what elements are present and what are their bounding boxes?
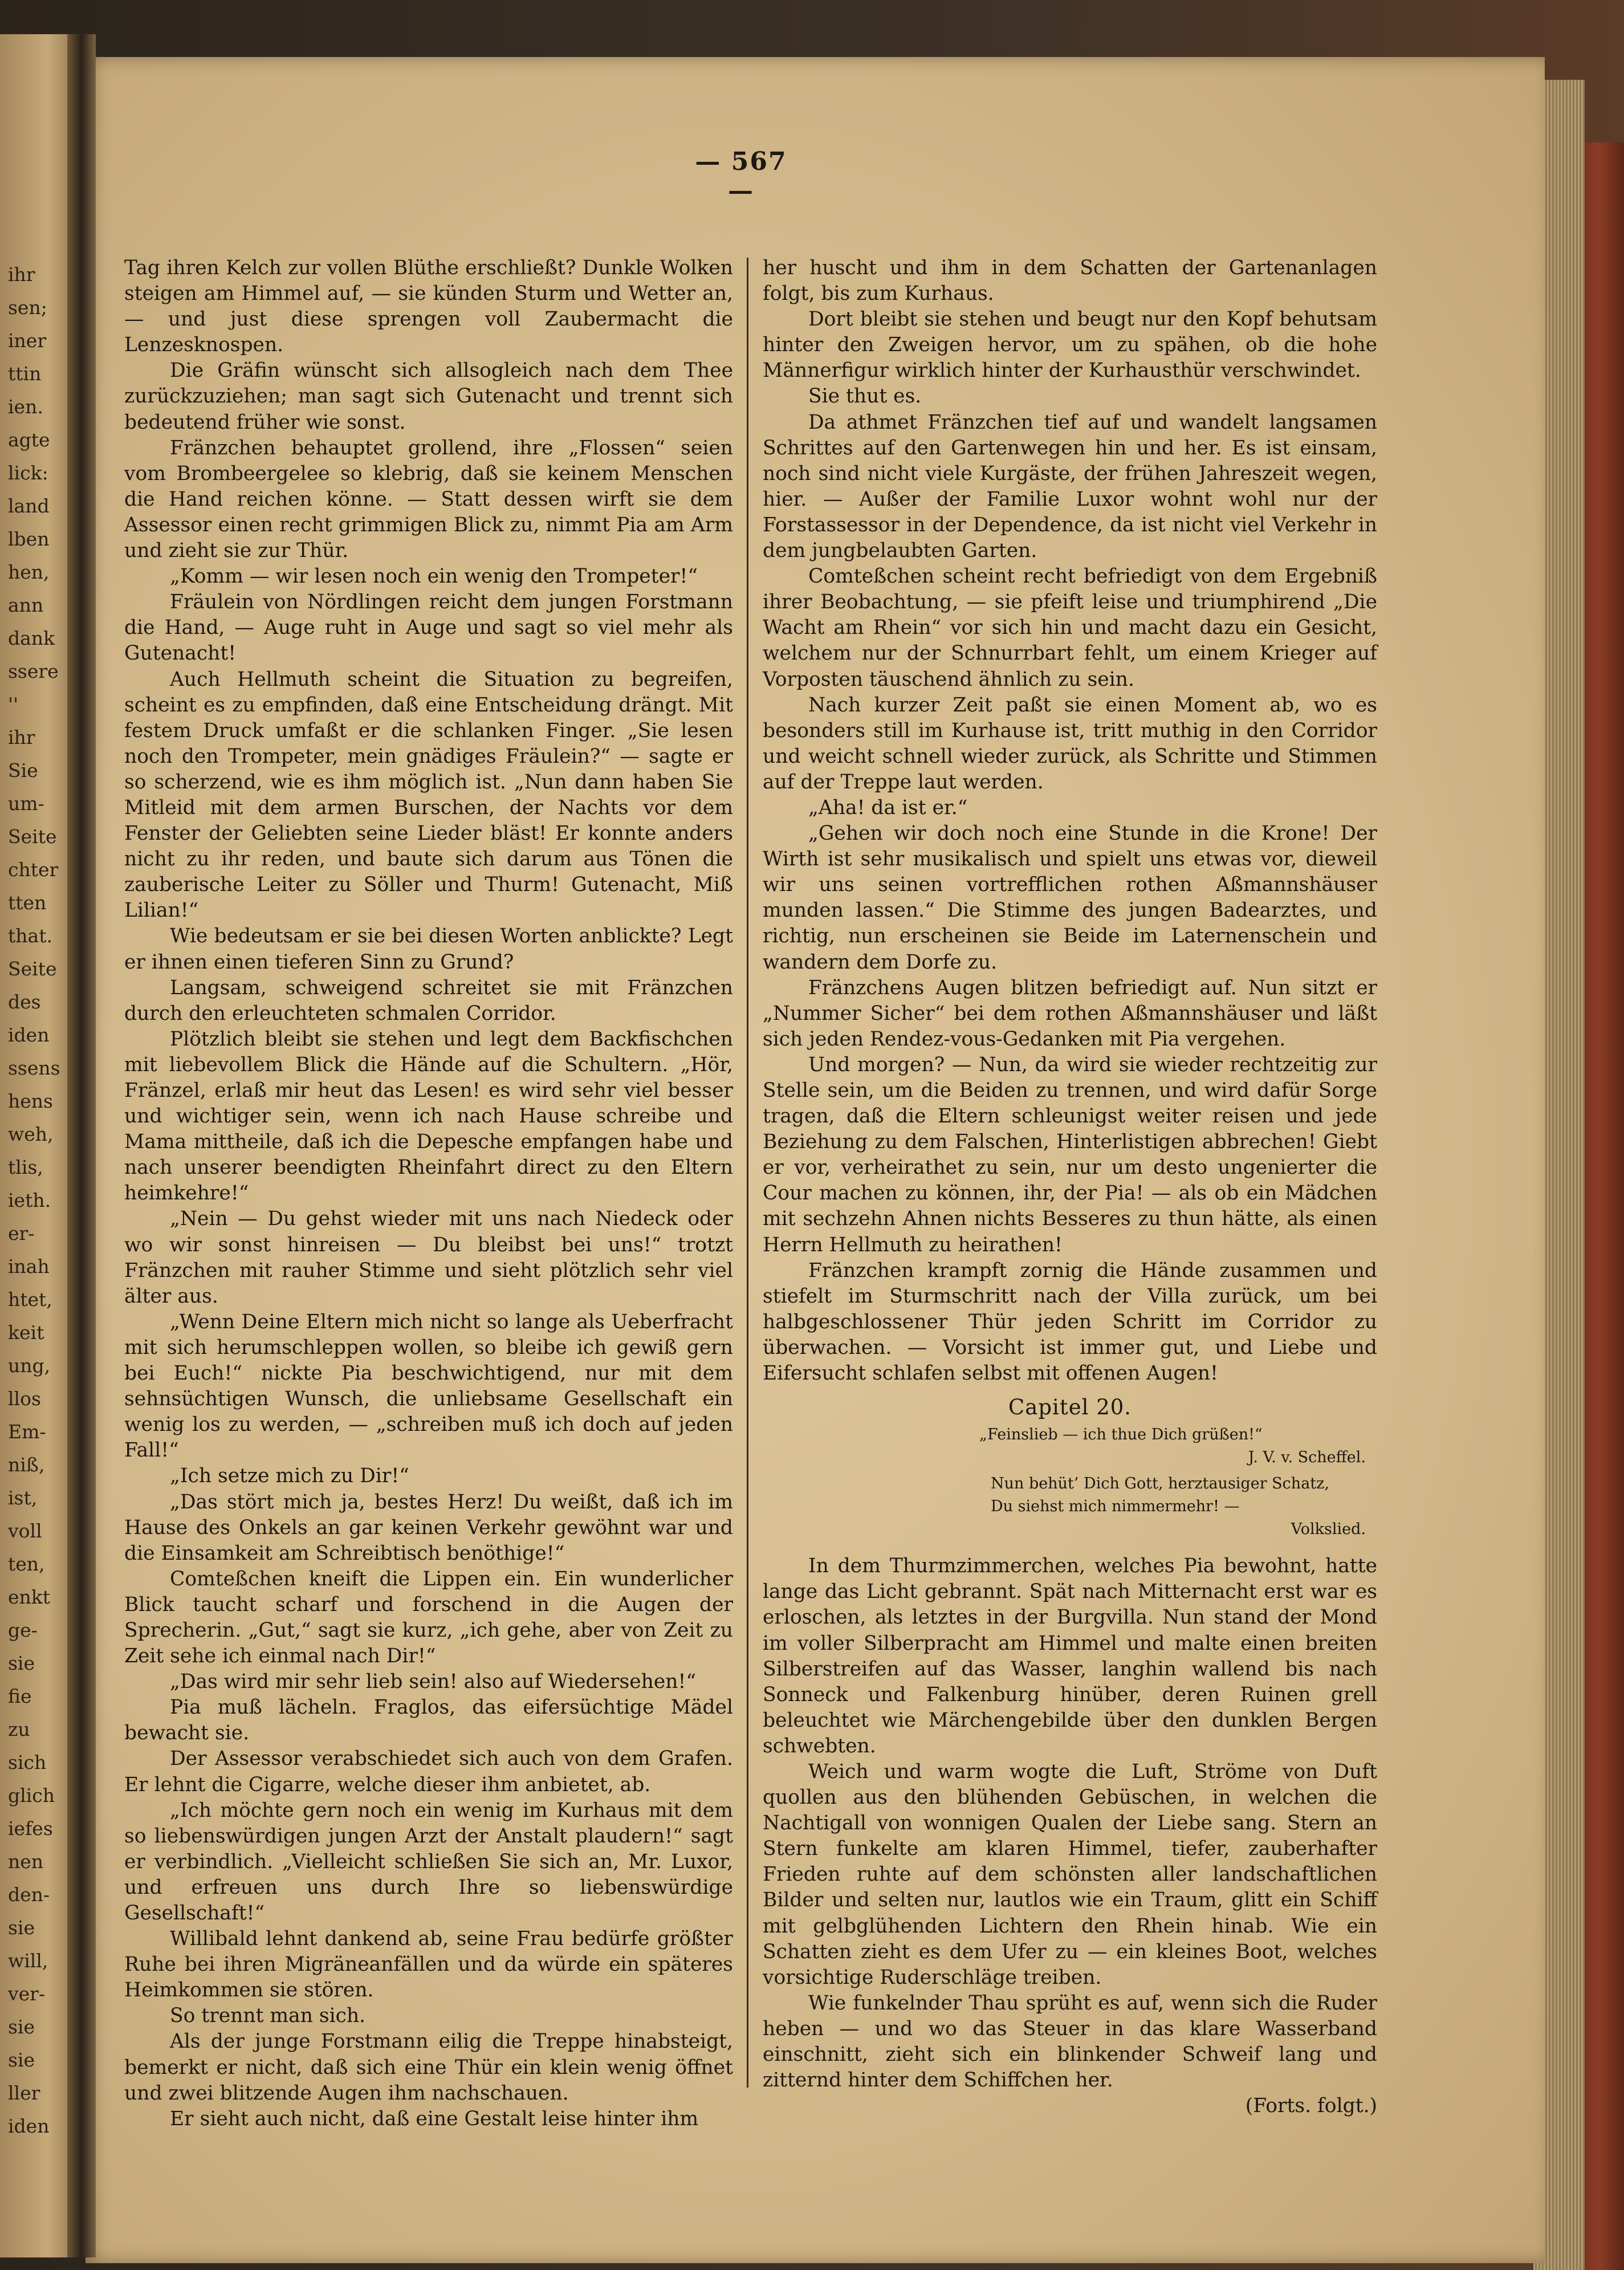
paragraph: „Ich setze mich zu Dir!“ (170, 1464, 409, 1488)
continuation-note: (Forts. folgt.) (1245, 2094, 1377, 2118)
left-page-text: '' (8, 693, 19, 715)
paragraph: Auch Hellmuth scheint die Situation zu begreifen, scheint es zu empfinden, daß eine Entscheidung drängt. Mit festem Druck umfaßt er die schlanken Finger. „Sie lesen noch den Trompeter, mein gnädiges Fräulein?“ — sagte er so scherzend, wie es ihm möglich ist. „Nun dann haben Sie Mitleid mit dem armen Burschen, der Nachts vor dem Fenster der Geliebten seine Lieder bläst! Er konnte anders nicht zu ihr reden, und baute sich darum aus Tönen die zauberische Leiter zu Söller und Thurm! Gutenacht, Miß Lilian!“ (124, 668, 733, 922)
left-page-text: sie (8, 1652, 35, 1674)
left-page-text: hens (8, 1090, 53, 1112)
paragraph: Fränzchens Augen blitzen befriedigt auf. Nun sitzt er „Nummer Sicher“ bei dem rothen Aßmannshäuser und läßt sich jeden Rendez-vous-Gedanken mit Pia vergehen. (763, 976, 1377, 1051)
right-column-part1 (763, 255, 1377, 1386)
motto-line: „Feinslieb — ich thue Dich grüßen!“ (979, 1426, 1263, 1444)
motto-author: J. V. v. Scheffel. (1248, 1449, 1366, 1467)
paragraph: her huscht und ihm in dem Schatten der Gartenanlagen folgt, bis zum Kurhaus. (763, 257, 1377, 306)
left-page-text: er- (8, 1222, 35, 1244)
paragraph: Comteßchen kneift die Lippen ein. Ein wunderlicher Blick taucht scharf und forschend in die Augen der Sprecherin. „Gut,“ sagt sie kurz, „ich gehe, aber von Zeit zu Zeit sehe ich einmal nach Dir!“ (124, 1567, 733, 1668)
left-page-text: ver- (8, 1983, 46, 2005)
left-page-text: land (8, 495, 50, 517)
paragraph: „Das stört mich ja, bestes Herz! Du weißt, daß ich im Hause des Onkels an gar keinen Verkehr gewöhnt war und die Einsamkeit am Schreibtisch benöthige!“ (124, 1490, 733, 1565)
left-page-text: voll (8, 1520, 42, 1542)
left-page-text: zu (8, 1718, 30, 1740)
left-page-text: des (8, 991, 41, 1013)
left-page-text: ge- (8, 1619, 38, 1641)
left-page-text: weh, (8, 1123, 54, 1145)
paragraph: Weich und warm wogte die Luft, Ströme von Duft quollen aus den blühenden Gebüschen, in welchen die Nachtigall von wonnigen Qualen der Liebe sang. Stern an Stern funkelte am klaren Himmel, tiefer, zauberhafter Frieden ruhte auf dem schönsten aller landschaftlichen Bilder und selten nur, lautlos wie ein Traum, glitt ein Schiff mit gelbglühenden Lichtern den Rhein hinab. Wie ein Schatten zieht es dem Ufer zu — ein kleines Boot, welches vorsichtige Ruderschläge treiben. (763, 1760, 1377, 1989)
column-rule (747, 258, 748, 2088)
left-page-text: chter (8, 859, 59, 881)
paragraph: Wie bedeutsam er sie bei diesen Worten anblickte? Legt er ihnen einen tieferen Sinn zu Grund? (124, 925, 733, 974)
paragraph: Fräulein von Nördlingen reicht dem jungen Forstmann die Hand, — Auge ruht in Auge und sagt so viel mehr als Gutenacht! (124, 591, 733, 665)
left-page-text: ieth. (8, 1189, 51, 1211)
chapter-title: Capitel 20. (1008, 1395, 1132, 1420)
left-page-text: niß, (8, 1454, 45, 1476)
left-page-text: sen; (8, 296, 47, 319)
paragraph: Wie funkelnder Thau sprüht es auf, wenn sich die Ruder heben — und wo das Steuer in das klare Wasserband einschnitt, zieht sich ein blinkender Schweif lang und zitternd hinter dem Schiffchen her. (763, 1991, 1377, 2092)
paragraph: „Nein — Du gehst wieder mit uns nach Niedeck oder wo wir sonst hinreisen — Du bleibst bei uns!“ trotzt Fränzchen mit rauher Stimme und sieht plötzlich sehr viel älter aus. (124, 1207, 733, 1308)
left-page-text: Seite (8, 825, 57, 848)
left-page-text: enkt (8, 1586, 51, 1608)
left-page-text: ller (8, 2082, 40, 2104)
left-page-text: iner (8, 329, 47, 352)
paragraph: Willibald lehnt dankend ab, seine Frau bedürfe größter Ruhe bei ihren Migräneanfällen und da würde ein späteres Heimkommen sie stören. (124, 1927, 733, 2002)
left-page-text: iden (8, 1024, 50, 1046)
left-page-text: iden (8, 2115, 50, 2137)
left-page-text: llos (8, 1388, 41, 1410)
left-page-text: glich (8, 1784, 55, 1807)
motto-line: Du siehst mich nimmermehr! — (991, 1498, 1240, 1516)
paragraph: Comteßchen scheint recht befriedigt von dem Ergebniß ihrer Beobachtung, — sie pfeift leise und triumphirend „Die Wacht am Rhein“ vor sich hin und macht dazu ein Gesicht, welchem nur der Schnurrbart fehlt, um einem Krieger auf Vorposten täuschend ähnlich zu sein. (763, 565, 1377, 691)
left-page-text: htet, (8, 1288, 52, 1311)
paragraph: Plötzlich bleibt sie stehen und legt dem Backfischchen mit liebevollem Blick die Hände auf die Schultern. „Hör, Fränzel, erlaß mir heut das Lesen! es wird sehr viel besser und wichtiger sein, wenn ich nach Hause schreibe und Mama mittheile, daß ich die Depesche empfangen habe und nach unserer beendigten Rheinfahrt direct zu den Eltern heimkehre!“ (124, 1027, 733, 1205)
paragraph: „Aha! da ist er.“ (808, 796, 968, 819)
paragraph: Dort bleibt sie stehen und beugt nur den Kopf behutsam hinter den Zweigen hervor, um zu spähen, ob die hohe Männerfigur wirklich hinter der Kurhausthür verschwindet. (763, 308, 1377, 383)
book-gutter (67, 34, 96, 2257)
paragraph: Die Gräfin wünscht sich allsogleich nach dem Thee zurückzuziehen; man sagt sich Gutenacht und trennt sich bedeutend früher wie sonst. (124, 359, 733, 434)
left-page-text: fie (8, 1685, 32, 1707)
left-page-text: um- (8, 792, 44, 815)
paragraph: Nach kurzer Zeit paßt sie einen Moment ab, wo es besonders still im Kurhause ist, tritt muthig in den Corridor und weicht schnell wieder zurück, als Schritte und Stimmen auf der Treppe laut werden. (763, 693, 1377, 794)
left-page-text: ten, (8, 1553, 45, 1575)
paragraph: Sie thut es. (808, 385, 922, 408)
motto-line: Nun behüt’ Dich Gott, herztausiger Schatz, (991, 1475, 1329, 1493)
right-column (763, 255, 1377, 2119)
paragraph: „Gehen wir doch noch eine Stunde in die Krone! Der Wirth ist sehr musikalisch und spielt uns etwas vor, dieweil wir uns seinen vortrefflichen rothen Aßmannshäuser munden lassen.“ Die Stimme des jungen Badearztes, und richtig, nun erscheinen sie Beide im Laternenschein und wandern dem Dorfe zu. (763, 822, 1377, 974)
left-page-text: sie (8, 1917, 35, 1939)
paragraph: „Das wird mir sehr lieb sein! also auf Wiedersehen!“ (170, 1670, 696, 1694)
left-page-text: den- (8, 1883, 50, 1906)
left-page-text: will, (8, 1950, 48, 1972)
left-page-text: ihr (8, 263, 35, 286)
motto-author: Volkslied. (1291, 1520, 1366, 1539)
left-page-text: agte (8, 429, 50, 451)
paragraph: In dem Thurmzimmerchen, welches Pia bewohnt, hatte lange das Licht gebrannt. Spät nach Mitternacht erst war es erloschen, als letztes in der Burgvilla. Nun stand der Mond im voller Silberpracht am Himmel und malte einen breiten Silberstreifen auf das Wasser, langhin wallend bis nach Sonneck und Falkenburg hinüber, deren Ruinen grell beleuchtet wie Märchengebilde über den dunklen Bergen schwebten. (763, 1555, 1377, 1758)
right-column-part2 (763, 1553, 1377, 2093)
page-number: — 567 — (695, 147, 787, 205)
left-page-text: hen, (8, 561, 50, 583)
paragraph: „Komm — wir lesen noch ein wenig den Trompeter!“ (170, 565, 698, 588)
left-page-text: ttin (8, 363, 42, 385)
left-page-text: that. (8, 925, 52, 947)
left-page-text: Sie (8, 759, 38, 782)
left-page-text: dank (8, 627, 55, 649)
paragraph: Pia muß lächeln. Fraglos, das eifersüchtige Mädel bewacht sie. (124, 1696, 733, 1745)
left-page-text: nen (8, 1850, 44, 1873)
left-page-text: keit (8, 1321, 44, 1344)
left-page-text: ien. (8, 396, 43, 418)
left-page-text: sie (8, 2016, 35, 2038)
chapter-motto (763, 1423, 1377, 1541)
left-page-text: ssere (8, 660, 59, 682)
paragraph: Langsam, schweigend schreitet sie mit Fränzchen durch den erleuchteten schmalen Corridor. (124, 976, 733, 1025)
left-page-text: ist, (8, 1487, 38, 1509)
left-page-text: tten (8, 892, 47, 914)
left-column (124, 255, 733, 2132)
left-page-text: lick: (8, 462, 48, 484)
left-page-text: iefes (8, 1817, 53, 1840)
left-page-text: sie (8, 2049, 35, 2071)
left-page-text: Seite (8, 958, 57, 980)
left-page-text: ssens (8, 1057, 60, 1079)
paragraph: Der Assessor verabschiedet sich auch von dem Grafen. Er lehnt die Cigarre, welche dieser ihm anbietet, ab. (124, 1747, 733, 1796)
paragraph: „Wenn Deine Eltern mich nicht so lange als Ueberfracht mit sich herumschleppen wollen, so bleibe ich gewiß gern bei Euch!“ nickte Pia beschwichtigend, nur mit dem sehnsüchtigen Wunsch, die unliebsame Gesellschaft ein wenig los zu werden, — „schreiben muß ich doch auf jeden Fall!“ (124, 1310, 733, 1462)
left-page-text: ihr (8, 726, 35, 748)
left-page-text: ann (8, 594, 44, 616)
left-page-text: tlis, (8, 1156, 43, 1178)
left-page-text: Em- (8, 1421, 46, 1443)
paragraph: Fränzchen behauptet grollend, ihre „Flossen“ seien vom Brombeergelee so klebrig, daß sie keinem Menschen die Hand reichen könne. — Statt dessen wirft sie dem Assessor einen recht grimmigen Blick zu, nimmt Pia am Arm und zieht sie zur Thür. (124, 436, 733, 563)
paragraph: So trennt man sich. (170, 2004, 366, 2028)
paragraph: Und morgen? — Nun, da wird sie wieder rechtzeitig zur Stelle sein, um die Beiden zu trennen, und wird dafür Sorge tragen, daß die Eltern schleunigst weiter reisen und jede Beziehung zu dem Falschen, Hinterlistigen abbrechen! Giebt er vor, verheirathet zu sein, nur um desto ungenierter die Cour machen zu können, ihr, der Pia! — als ob ein Mädchen mit sechzehn Ahnen nichts Besseres zu thun hätte, als einen Herrn Hellmuth zu heirathen! (763, 1053, 1377, 1256)
left-page-text: sich (8, 1751, 47, 1773)
left-page-text: ung, (8, 1354, 51, 1377)
paragraph: Als der junge Forstmann eilig die Treppe hinabsteigt, bemerkt er nicht, daß sich eine Thür ein klein wenig öffnet und zwei blitzende Augen ihm nachschauen. (124, 2030, 733, 2105)
paragraph: Er sieht auch nicht, daß eine Gestalt leise hinter ihm (170, 2107, 699, 2130)
paragraph: „Ich möchte gern noch ein wenig im Kurhaus mit dem so liebenswürdigen jungen Arzt der Anstalt plaudern!“ sagt er verbindlich. „Vielleicht schließen Sie sich an, Mr. Luxor, und erfreuen uns durch Ihre so liebenswürdige Gesellschaft!“ (124, 1799, 733, 1925)
paragraph: Da athmet Fränzchen tief auf und wandelt langsamen Schrittes auf den Gartenwegen hin und her. Es ist einsam, noch sind nicht viele Kurgäste, der frühen Jahreszeit wegen, hier. — Außer der Familie Luxor wohnt wohl nur der Forstassessor in der Dependence, da ist nicht viel Verkehr in dem jungbelaubten Garten. (763, 410, 1377, 563)
left-page-text: inah (8, 1255, 50, 1278)
paragraph: Tag ihren Kelch zur vollen Blüthe erschließt? Dunkle Wolken steigen am Himmel auf, — sie künden Sturm und Wetter an, — und just diese sprengen voll Zaubermacht die Lenzesknospen. (124, 257, 733, 357)
paragraph: Fränzchen krampft zornig die Hände zusammen und stiefelt im Sturmschritt nach der Villa zurück, um bei halbgeschlossener Thür jeden Schritt im Corridor zu überwachen. — Vorsicht ist immer gut, und Liebe und Eifersucht schlafen selbst mit offenen Augen! (763, 1259, 1377, 1385)
left-page-text: lben (8, 528, 50, 550)
